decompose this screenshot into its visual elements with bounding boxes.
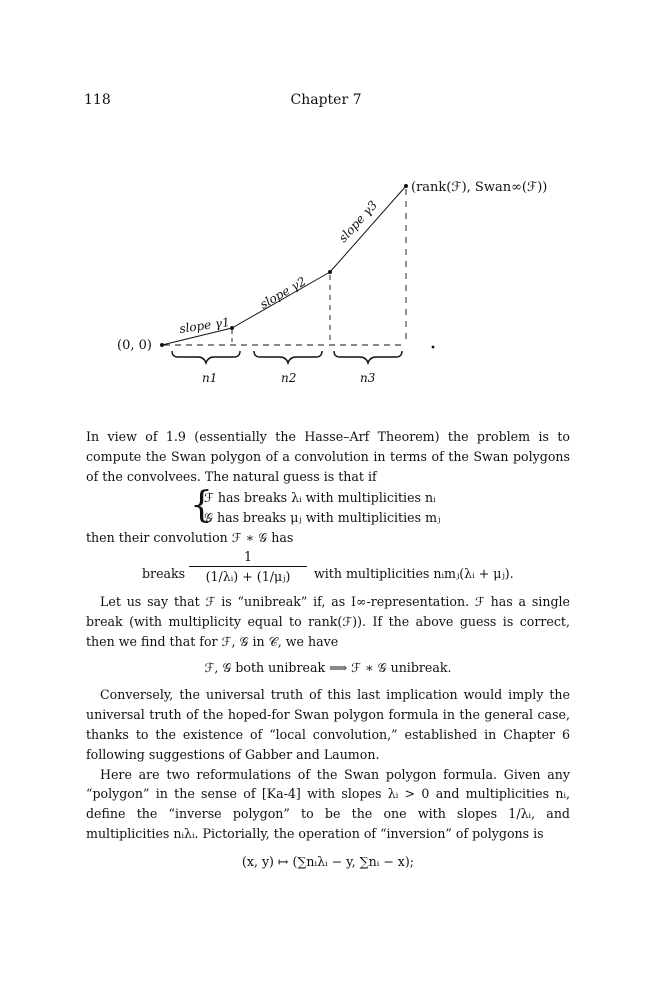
segment-label-2: n2 [281, 371, 297, 385]
vertex-1 [230, 326, 234, 330]
breaks-word: breaks [142, 566, 186, 582]
fraction [189, 548, 307, 587]
page-number: 118 [84, 92, 111, 108]
origin-label: (0, 0) [117, 338, 152, 353]
segment-label-3: n3 [360, 371, 376, 385]
display-inversion: (x, y) ↦ (∑nᵢλᵢ − y, ∑nᵢ − x); [241, 853, 415, 869]
slope-label-2: slope γ2 [257, 274, 309, 312]
vertex-3 [404, 184, 408, 188]
swan-polygon-figure [0, 0, 650, 400]
paragraph-5: Here are two reformulations of the Swan polygon formula. Given any “polygon” in the sense of [Ka-4] with slopes λᵢ > 0 and multiplicities nᵢ, define the “inverse polygon” to be the one with slopes 1/λᵢ, and multiplicities nᵢλᵢ. Pictorially, the operation of “inversion” of polygons is [86, 766, 570, 841]
breaks-formula [86, 548, 570, 592]
fraction-denominator: (1/λᵢ) + (1/μⱼ) [205, 569, 291, 585]
slope-label-3: slope γ3 [335, 198, 381, 246]
paragraph-4: Conversely, the universal truth of this last implication would imply the universal truth of the hoped-for Swan polygon formula in the general case, thanks to the existence of “local convolution,” established in Chapter 6 following suggestions of Gabber and Laumon. [86, 687, 570, 762]
display-implication: ℱ, 𝒢 both unibreak ⟹ ℱ ∗ 𝒢 unibreak. [204, 659, 452, 675]
slope-label-1: slope γ1 [178, 315, 231, 336]
paragraph-1: In view of 1.9 (essentially the Hasse–Arf Theorem) the problem is to compute the Swan polygon of a convolution in terms of the Swan polygons of the convolvees. The natural guess is that if [86, 429, 570, 484]
running-head: Chapter 7 [290, 92, 362, 108]
paragraph-3: Let us say that ℱ is “unibreak” if, as I∞-representation. ℱ has a single break (with multiplicity equal to rank(ℱ)). If the above guess is correct, then we find that for ℱ, 𝒢 in 𝒞, we have [86, 594, 570, 649]
breaks-multiplicities: with multiplicities nᵢmⱼ(λᵢ + μⱼ). [314, 566, 514, 582]
brace-1 [172, 351, 240, 363]
paragraph-2: then their convolution ℱ ∗ 𝒢 has [86, 530, 294, 546]
endpoint-label: (rank(ℱ), Swan∞(ℱ)) [411, 180, 548, 195]
brace-3 [334, 351, 402, 363]
vertex-2 [328, 270, 332, 274]
left-brace: { [190, 485, 213, 527]
segment-label-1: n1 [202, 371, 218, 385]
case-line-1: ℱ has breaks λᵢ with multiplicities nᵢ [204, 490, 436, 506]
case-line-2: 𝒢 has breaks μⱼ with multiplicities mⱼ [204, 510, 441, 526]
vertex-origin [160, 343, 164, 347]
brace-2 [254, 351, 322, 363]
body-text [86, 427, 570, 872]
fraction-numerator: 1 [189, 548, 307, 567]
case-block [190, 485, 570, 528]
stray-dot [432, 346, 435, 349]
